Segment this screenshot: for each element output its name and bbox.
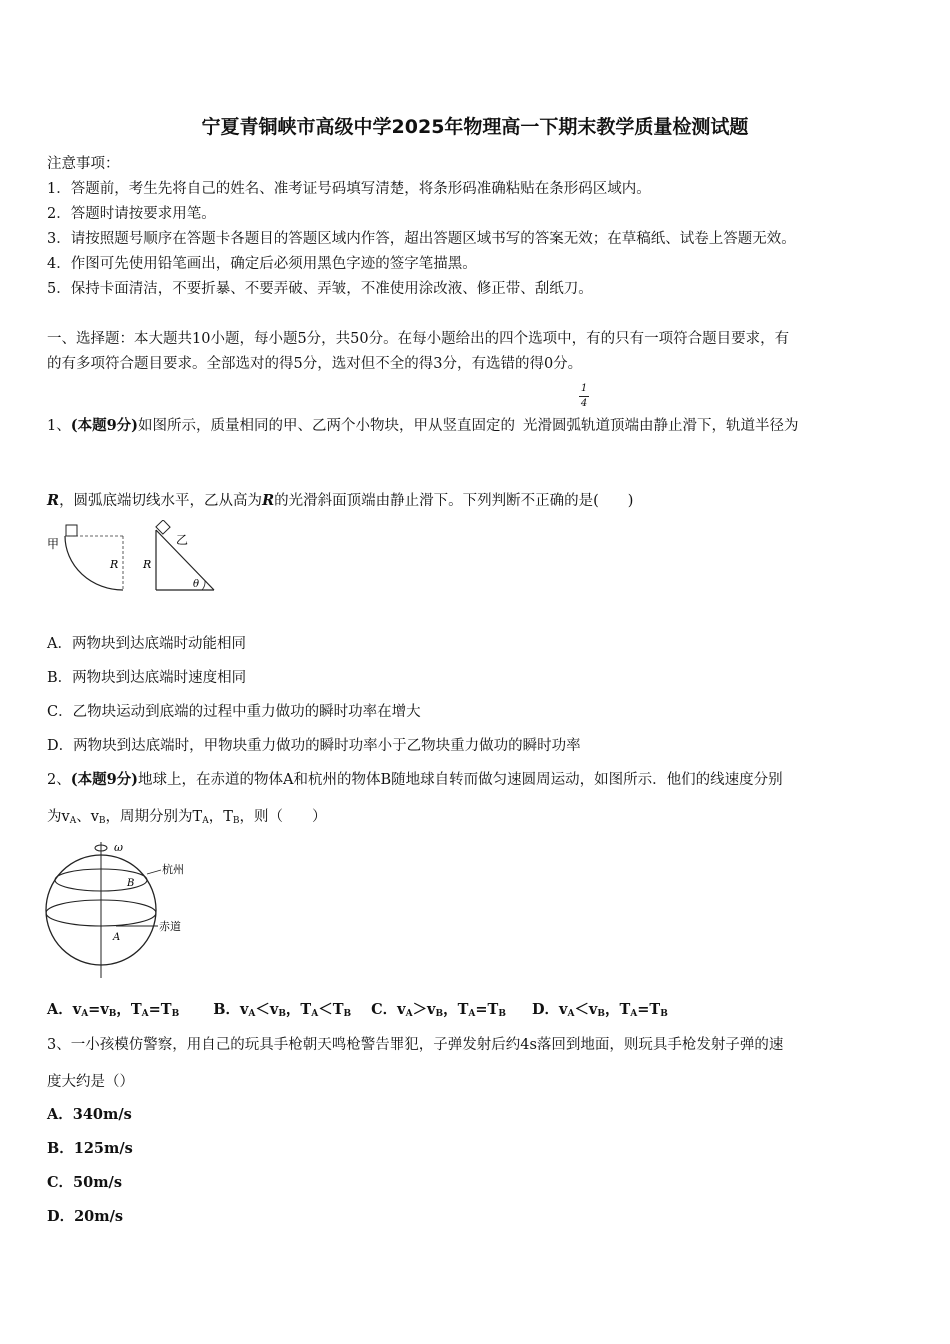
notice-item-3: 3．请按照题号顺序在答题卡各题目的答题区域内作答，超出答题区域书写的答案无效；在草稿纸、试卷上答题无效。 xyxy=(47,231,796,247)
q2-sub-a2: A xyxy=(202,816,209,826)
q2-text-b2: 、v xyxy=(76,809,99,825)
q3-stem-line-1: 3、一小孩模仿警察，用自己的玩具手枪朝天鸣枪警告罪犯，子弹发射后约4s落回到地面，则玩具手枪发射子弹的速 xyxy=(47,1037,784,1053)
q1-number: 1、 xyxy=(47,418,71,434)
q1-text-b: 光滑圆弧轨道顶端由静止滑下，轨道半径为 xyxy=(523,418,799,434)
q2-option-d: D．$v_A<v_B$，$T_A=T_B$ xyxy=(531,1001,668,1019)
q2-option-c: C．$v_A>v_B$，$T_A=T_B$ xyxy=(371,1001,506,1019)
quarter-fraction xyxy=(578,382,590,411)
q1-tag: (本题9分) xyxy=(70,417,139,434)
q3-option-d: D．20m/s xyxy=(47,1208,124,1225)
label-theta: θ xyxy=(193,579,200,590)
q2-earth-figure xyxy=(44,836,200,980)
q2-option-a: A．$v_A=v_B$，$T_A=T_B$ xyxy=(47,1001,180,1019)
q2-sub-a: A xyxy=(69,816,77,826)
q3-option-c: C．50m/s xyxy=(47,1174,123,1191)
label-r-left: R xyxy=(110,558,119,571)
q1-text-d: 的光滑斜面顶端由静止滑下。下列判断不正确的是( ) xyxy=(274,493,634,509)
q1-stem-line-2 xyxy=(47,489,633,510)
q2-sub-b: B xyxy=(98,816,106,826)
label-hangzhou: 杭州 xyxy=(162,863,184,876)
section-instructions-line-1: 一、选择题：本大题共10小题，每小题5分，共50分。在每小题给出的四个选项中，有的只有一项符合题目要求，有 xyxy=(47,331,790,347)
q2-tag: (本题9分) xyxy=(70,771,139,788)
label-r-right: R xyxy=(143,558,152,571)
q3-option-a: A．340m/s xyxy=(47,1106,132,1123)
page-title: 宁夏青铜峡市高级中学2025年物理高一下期末教学质量检测试题 xyxy=(201,116,749,138)
q2-options-row xyxy=(47,998,668,1019)
hangzhou-pointer xyxy=(147,870,161,874)
notice-item-2: 2．答题时请按要求用笔。 xyxy=(47,206,216,222)
block-jia xyxy=(66,525,77,536)
q3-option-b: B．125m/s xyxy=(47,1140,133,1157)
q2-text-b4: ，T xyxy=(208,809,233,825)
label-a: A xyxy=(113,932,121,943)
q1-stem-line-1 xyxy=(47,414,799,435)
notice-item-5: 5．保持卡面清洁，不要折暴、不要弄破、弄皱，不准使用涂改液、修正带、刮纸刀。 xyxy=(47,281,593,297)
q2-text-a: 地球上，在赤道的物体A和杭州的物体B随地球自转而做匀速圆周运动，如图所示．他们的线速度分别 xyxy=(138,772,783,788)
section-instructions-line-2: 的有多项符合题目要求。全部选对的得5分，选对但不全的得3分，有选错的得0分。 xyxy=(47,356,583,372)
q2-text-b5: ，则（ ） xyxy=(239,809,327,825)
q2-text-b3: ，周期分别为T xyxy=(105,809,203,825)
q1-text-a: 如图所示，质量相同的甲、乙两个小物块，甲从竖直固定的 xyxy=(138,418,516,434)
q1-option-c: C．乙物块运动到底端的过程中重力做功的瞬时功率在增大 xyxy=(47,704,421,720)
label-equator: 赤道 xyxy=(159,920,181,933)
notice-item-4: 4．作图可先使用铅笔画出，确定后必须用黑色字迹的签字笔描黑。 xyxy=(47,256,477,272)
q1-radius-symbol: R xyxy=(47,492,60,509)
notice-item-1: 1．答题前，考生先将自己的姓名、准考证号码填写清楚，将条形码准确粘贴在条形码区域内。 xyxy=(47,181,651,197)
q2-sub-b2: B xyxy=(232,816,240,826)
q1-text-c: ，圆弧底端切线水平，乙从高为 xyxy=(59,493,263,509)
q2-option-b: B．$v_A<v_B$，$T_A<T_B$ xyxy=(213,1001,352,1019)
label-yi: 乙 xyxy=(176,533,189,547)
q1-height-symbol: R xyxy=(262,492,275,509)
q3-stem-line-2: 度大约是（） xyxy=(47,1074,134,1090)
q2-text-b1: 为v xyxy=(47,809,70,825)
q2-number: 2、 xyxy=(47,772,71,788)
angle-arc xyxy=(202,581,205,590)
fraction-numerator: 1 xyxy=(580,383,588,394)
q1-option-a: A．两物块到达底端时动能相同 xyxy=(47,636,246,652)
q1-option-d: D．两物块到达底端时，甲物块重力做功的瞬时功率小于乙物块重力做功的瞬时功率 xyxy=(47,738,581,754)
label-omega: ω xyxy=(114,841,123,854)
q2-stem-line-1 xyxy=(47,768,783,789)
q2-stem-line-2 xyxy=(47,805,327,826)
fraction-denominator: 4 xyxy=(580,398,588,409)
q1-figure xyxy=(44,520,224,596)
notice-heading: 注意事项： xyxy=(47,156,120,172)
label-jia: 甲 xyxy=(47,537,60,551)
label-b: B xyxy=(127,878,135,889)
q1-option-b: B．两物块到达底端时速度相同 xyxy=(47,670,247,686)
